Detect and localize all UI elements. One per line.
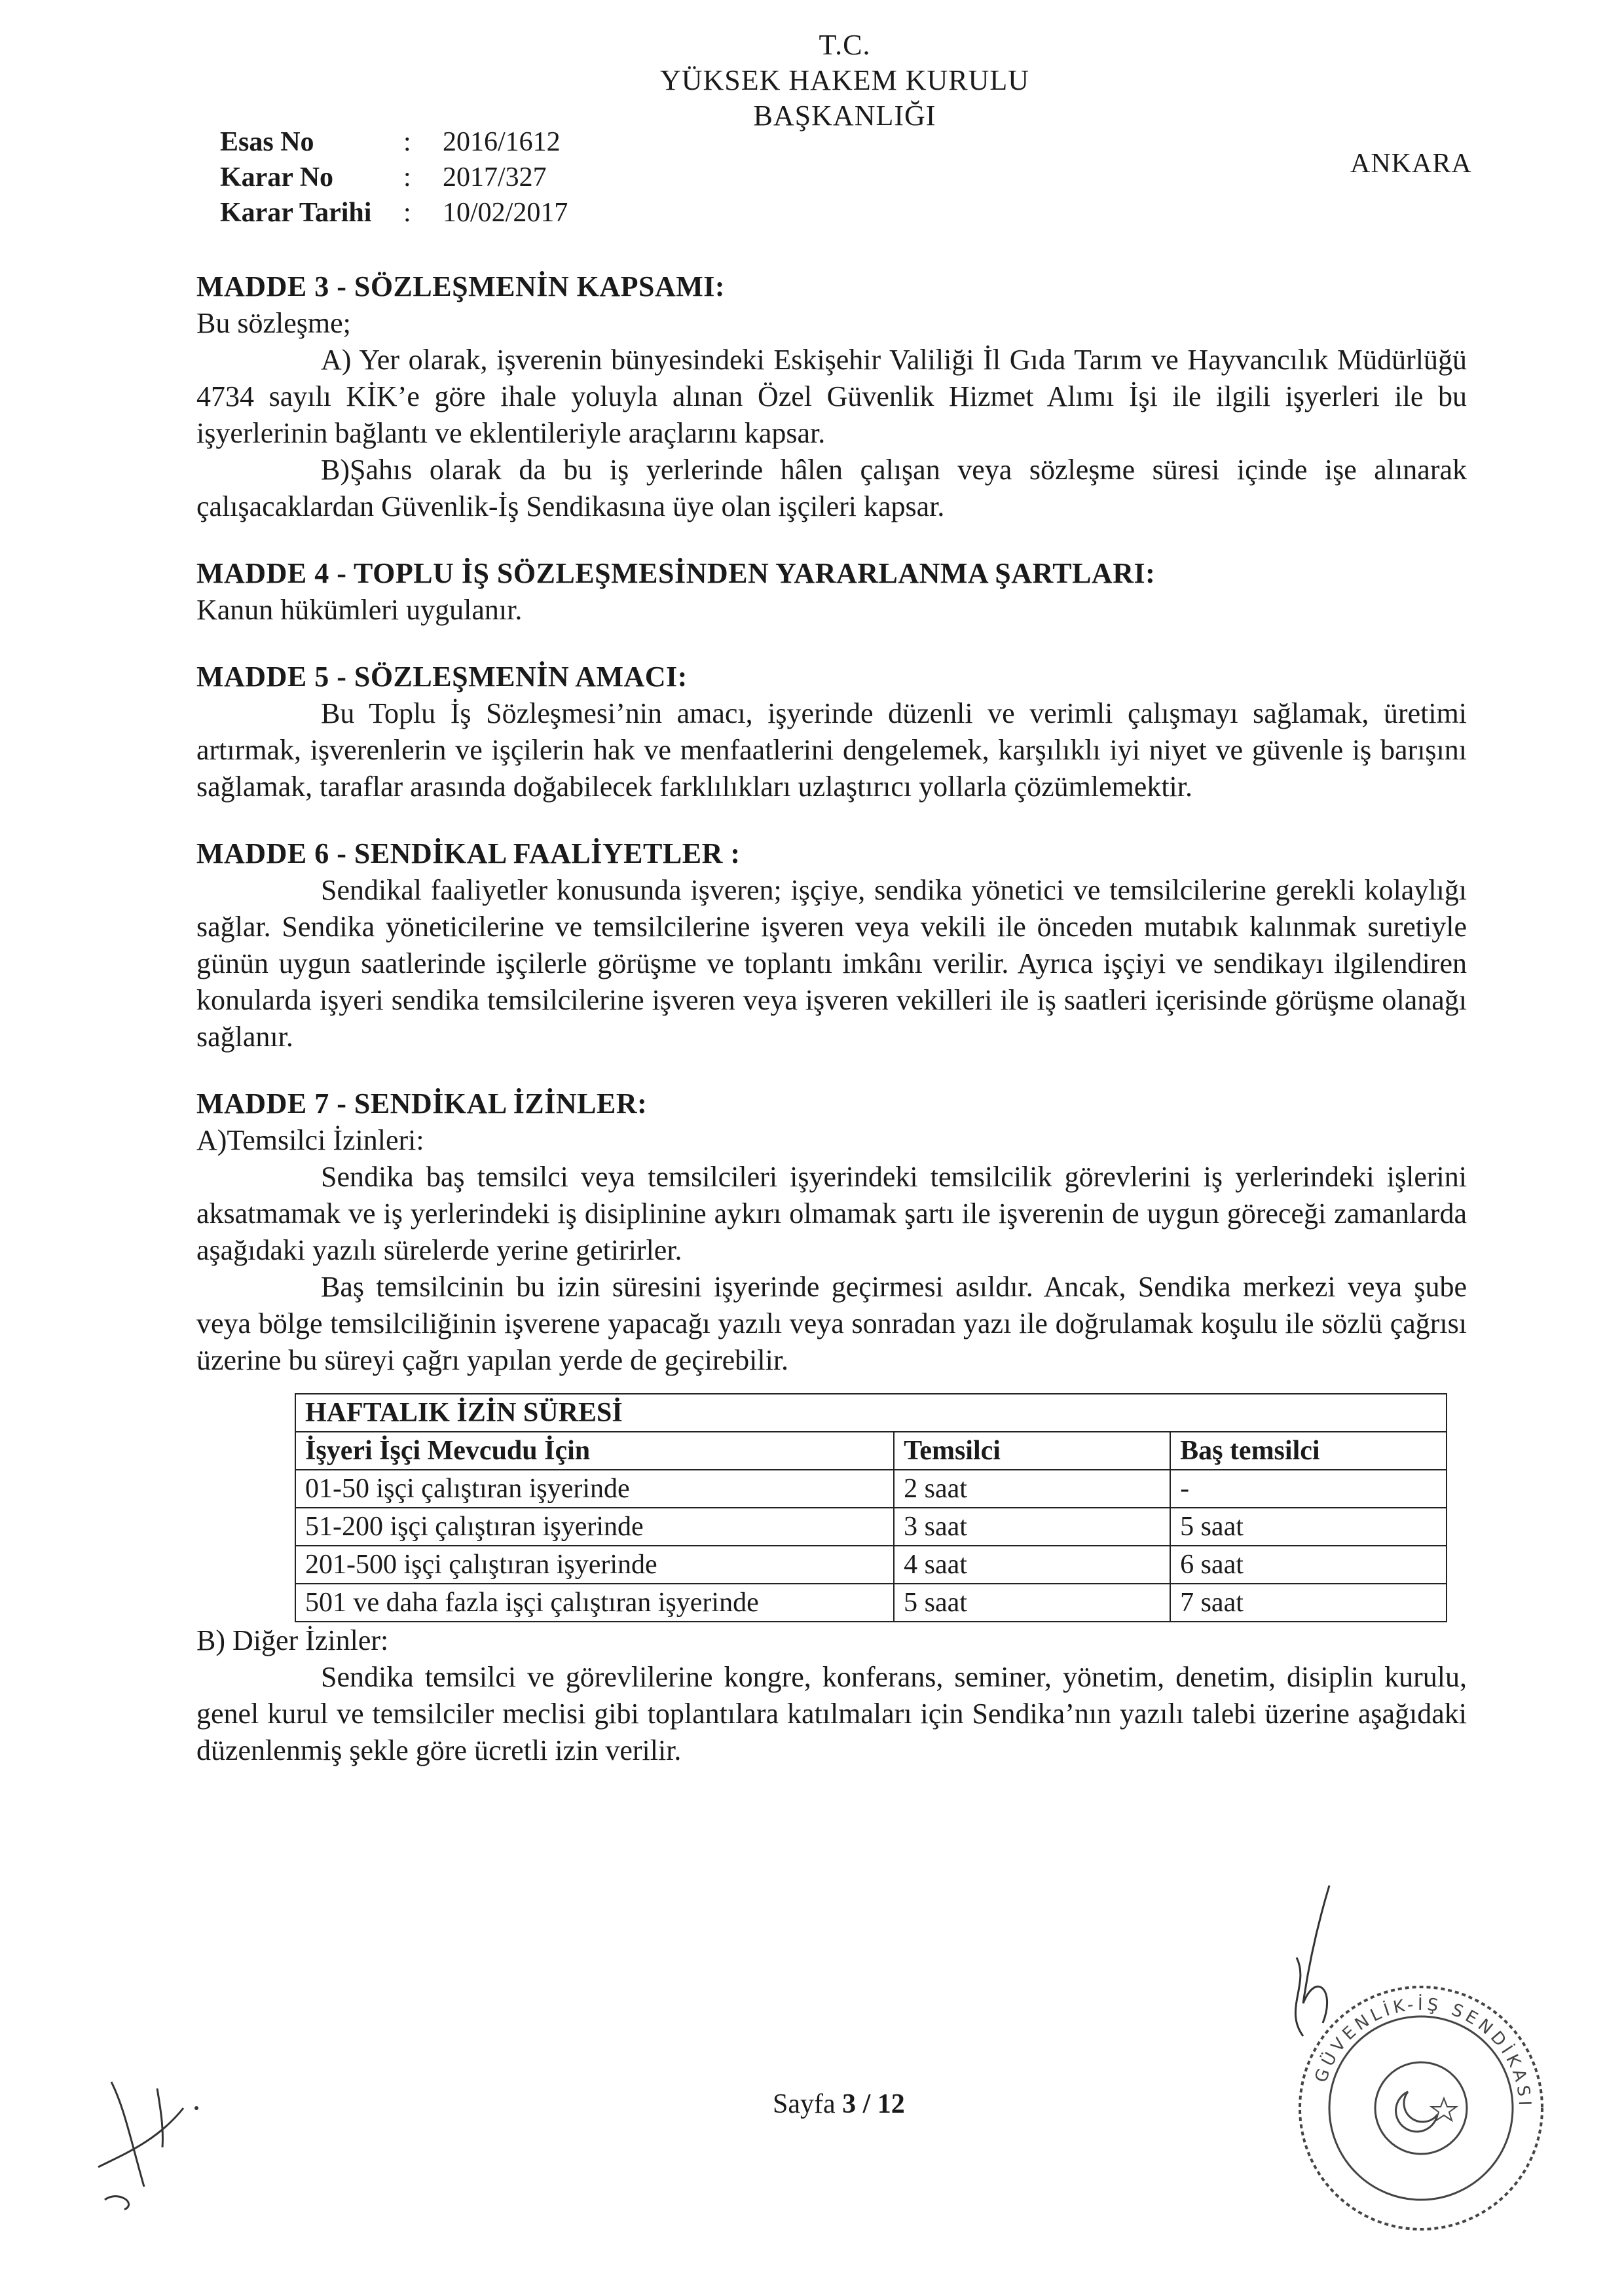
table-cell: 4 saat	[894, 1546, 1170, 1584]
seal-text: GÜVENLİK-İŞ SENDİKASI	[1311, 1994, 1535, 2110]
meta-value: 10/02/2017	[443, 198, 568, 228]
table-row	[295, 1584, 1447, 1622]
meta-label: Karar No	[220, 162, 334, 192]
meta-row-tarih: Karar Tarihi : 10/02/2017	[220, 195, 568, 230]
meta-row-karar: Karar No : 2017/327	[220, 160, 568, 195]
article-5-heading: MADDE 5 - SÖZLEŞMENİN AMACI:	[196, 661, 688, 693]
header-line-2: YÜKSEK HAKEM KURULU	[659, 64, 1030, 96]
city-label: ANKARA	[1350, 149, 1472, 179]
article-3-intro: Bu sözleşme;	[196, 307, 351, 339]
table-title-row	[295, 1394, 1447, 1432]
table-cell: 5 saat	[894, 1584, 1170, 1622]
table-row	[295, 1546, 1447, 1584]
table-cell: 501 ve daha fazla işçi çalıştıran işyerinde	[295, 1584, 894, 1622]
table-row	[295, 1470, 1447, 1508]
article-7-heading: MADDE 7 - SENDİKAL İZİNLER:	[196, 1087, 648, 1120]
article-6-text: Sendikal faaliyetler konusunda işveren; işçiye, sendika yönetici ve temsilcilerine gerekli kolaylığı sağlar. Sendika yöneticilerine ve temsilcilerine işveren veya vekili ile önceden mutabık kalınmak suretiyle günün uygun saatlerinde işçilerle görüşme ve toplantı imkânı verilir. Ayrıca işçiyi ve sendikayı ilgilendiren konularda işyeri sendika temsilcilerine işveren veya işveren vekilleri ile iş saatleri içerisinde görüşme olanağı sağlanır.	[196, 874, 1467, 1053]
article-3-heading: MADDE 3 - SÖZLEŞMENİN KAPSAMI:	[196, 270, 726, 302]
article-7-sub-b: B) Diğer İzinler:	[196, 1624, 389, 1656]
article-6-heading: MADDE 6 - SENDİKAL FAALİYETLER :	[196, 837, 741, 869]
page-number: 3 / 12	[842, 2089, 905, 2119]
table-cell: 2 saat	[894, 1470, 1170, 1508]
table-header: İşyeri İşçi Mevcudu İçin	[295, 1432, 894, 1470]
article-3-a: A) Yer olarak, işverenin bünyesindeki Eskişehir Valiliği İl Gıda Tarım ve Hayvancılık Müdürlüğü 4734 sayılı KİK’e göre ihale yoluyla alınan Özel Güvenlik Hizmet Alımı İşi ile ilgili işyerleri ile bu işyerlerinin bağlantı ve eklentileriyle araçlarını kapsar.	[196, 344, 1467, 449]
header-line-1: T.C.	[819, 29, 871, 61]
table-cell: 6 saat	[1170, 1546, 1447, 1584]
meta-label: Esas No	[220, 127, 314, 157]
institution-header	[629, 27, 1061, 134]
page-label: Sayfa	[773, 2089, 843, 2119]
case-meta	[220, 124, 568, 230]
meta-row-esas: Esas No : 2016/1612	[220, 124, 568, 160]
union-seal-stamp	[1283, 1977, 1559, 2239]
table-cell: 5 saat	[1170, 1508, 1447, 1546]
article-7-p2: Baş temsilcinin bu izin süresini işyerinde geçirmesi asıldır. Ancak, Sendika merkezi veya şube veya bölge temsilciliğinin işverene yapacağı yazılı veya sonradan yazı ile doğrulamak koşulu ile sözlü çağrısı üzerine bu süreyi çağrı yapılan yerde de geçirebilir.	[196, 1271, 1467, 1376]
article-7-sub-a: A)Temsilci İzinleri:	[196, 1124, 424, 1156]
table-row	[295, 1508, 1447, 1546]
page-footer	[773, 2088, 905, 2120]
table-cell: 201-500 işçi çalıştıran işyerinde	[295, 1546, 894, 1584]
table-cell: 3 saat	[894, 1508, 1170, 1546]
article-4-heading: MADDE 4 - TOPLU İŞ SÖZLEŞMESİNDEN YARARLANMA ŞARTLARI:	[196, 557, 1156, 589]
meta-label: Karar Tarihi	[220, 198, 372, 228]
table-header-row	[295, 1432, 1447, 1470]
article-5-text: Bu Toplu İş Sözleşmesi’nin amacı, işyerinde düzenli ve verimli çalışmayı sağlamak, üretimi artırmak, işverenlerin ve işçilerin hak ve menfaatlerini dengelemek, karşılıklı iyi niyet ve güvenle iş barışını sağlamak, taraflar arasında doğabilecek farklılıkları uzlaştırıcı yollarla çözümlemektir.	[196, 697, 1467, 803]
table-title: HAFTALIK İZİN SÜRESİ	[295, 1394, 1447, 1432]
handwritten-initials	[85, 2069, 216, 2219]
table-cell: 7 saat	[1170, 1584, 1447, 1622]
table-cell: 51-200 işçi çalıştıran işyerinde	[295, 1508, 894, 1546]
header-line-3: BAŞKANLIĞI	[753, 100, 936, 132]
table-cell: -	[1170, 1470, 1447, 1508]
meta-value: 2016/1612	[443, 127, 561, 157]
article-7-p3: Sendika temsilci ve görevlilerine kongre, konferans, seminer, yönetim, denetim, disiplin kurulu, genel kurul ve temsilciler meclisi gibi toplantılara katılmaları için Sendika’nın yazılı talebi üzerine aşağıdaki düzenlenmiş şekle göre ücretli izin verilir.	[196, 1661, 1467, 1766]
article-4-text: Kanun hükümleri uygulanır.	[196, 594, 523, 626]
document-body	[196, 268, 1467, 1769]
table-header: Baş temsilci	[1170, 1432, 1447, 1470]
meta-value: 2017/327	[443, 162, 547, 192]
leave-table	[295, 1393, 1447, 1622]
article-3-b: B)Şahıs olarak da bu iş yerlerinde hâlen çalışan veya sözleşme süresi içinde işe alınarak çalışacaklardan Güvenlik-İş Sendikasına üye olan işçileri kapsar.	[196, 454, 1467, 522]
table-header: Temsilci	[894, 1432, 1170, 1470]
table-cell: 01-50 işçi çalıştıran işyerinde	[295, 1470, 894, 1508]
svg-text:GÜVENLİK-İŞ SENDİKASI	[1311, 1994, 1534, 2110]
article-7-p1: Sendika baş temsilci veya temsilcileri işyerindeki temsilcilik görevlerini iş yerlerindeki işlerini aksatmamak ve iş yerlerindeki iş disiplinine aykırı olmamak şartı ile işverenin de uygun göreceği zamanlarda aşağıdaki yazılı sürelerde yerine getirirler.	[196, 1161, 1467, 1266]
